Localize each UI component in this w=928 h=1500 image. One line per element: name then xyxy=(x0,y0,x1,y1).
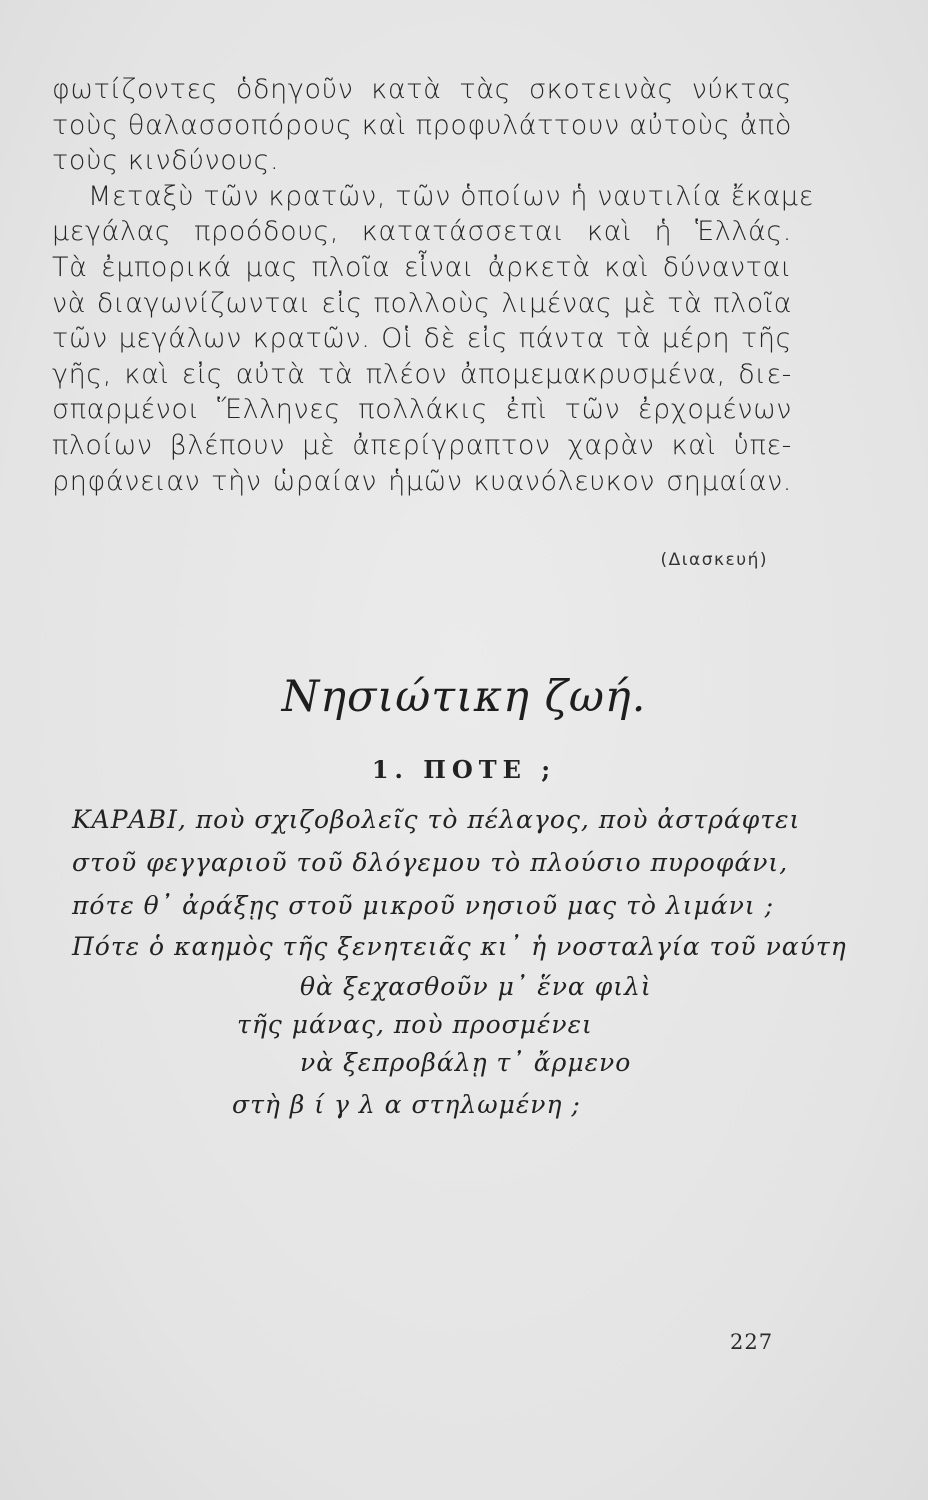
prose-line: σπαρμένοι Ἕλληνες πολλάκις ἐπὶ τῶν ἐρχομένων xyxy=(52,394,792,426)
prose-line: πλοίων βλέπουν μὲ ἀπερίγραπτον χαρὰν καὶ ὑπε- xyxy=(52,429,792,461)
prose-line: τῶν μεγάλων κρατῶν. Οἱ δὲ εἰς πάντα τὰ μέρη τῆς xyxy=(52,323,792,355)
prose-line: νὰ διαγωνίζωνται εἰς πολλοὺς λιμένας μὲ τὰ πλοῖα xyxy=(52,287,792,319)
poem-line: Πότε ὁ καημὸς τῆς ξενητειᾶς κι᾽ ἡ νοσταλγία τοῦ ναύτη xyxy=(72,932,847,961)
prose-line: τοὺς κινδύνους. xyxy=(52,145,280,177)
prose-line: μεγάλας προόδους, κατατάσσεται καὶ ἡ Ἑλλάς. xyxy=(52,216,792,248)
prose-line: φωτίζοντες ὁδηγοῦν κατὰ τὰς σκοτεινὰς νύκτας xyxy=(52,74,792,105)
page-number: 227 xyxy=(730,1330,774,1354)
prose-line: Μεταξὺ τῶν κρατῶν, τῶν ὁποίων ἡ ναυτιλία ἔκαμε xyxy=(88,180,814,212)
poem-line: στὴ β ί γ λ α στηλωμένη ; xyxy=(232,1090,581,1119)
poem-line: νὰ ξεπροβάλῃ τ᾽ ἄρμενο xyxy=(300,1048,632,1077)
poem-line: πότε θ᾽ ἀράξῃς στοῦ μικροῦ νησιοῦ μας τὸ λιμάνι ; xyxy=(72,891,775,920)
poem-title: 1. ΠΟΤΕ ; xyxy=(371,755,557,784)
prose-line: τοὺς θαλασσοπόρους καὶ προφυλάττουν αὐτοὺς ἀπὸ xyxy=(52,109,792,141)
prose-line: ρηφάνειαν τὴν ὡραίαν ἡμῶν κυανόλευκον σημαίαν. xyxy=(52,465,792,497)
poem-line: ΚΑΡΑΒΙ, ποὺ σχιζοβολεῖς τὸ πέλαγος, ποὺ ἀστράφτει xyxy=(72,805,801,834)
poem-line: θὰ ξεχασθοῦν μ᾽ ἕνα φιλὶ xyxy=(300,972,652,1001)
poem-line: τῆς μάνας, ποὺ προσμένει xyxy=(237,1010,593,1039)
prose-line: Τὰ ἐμπορικά μας πλοῖα εἶναι ἀρκετὰ καὶ δύνανται xyxy=(52,251,792,283)
prose-passage xyxy=(52,72,814,499)
poem-line: στοῦ φεγγαριοῦ τοῦ δλόγεμου τὸ πλούσιο πυροφάνι, xyxy=(72,848,789,877)
section-title: Νησιώτικη ζωή. xyxy=(281,672,647,722)
prose-line: γῆς, καὶ εἰς αὐτὰ τὰ πλέον ἀπομεμακρυσμένα, διε- xyxy=(52,358,792,390)
source-attribution: (Διασκευή) xyxy=(660,550,768,570)
